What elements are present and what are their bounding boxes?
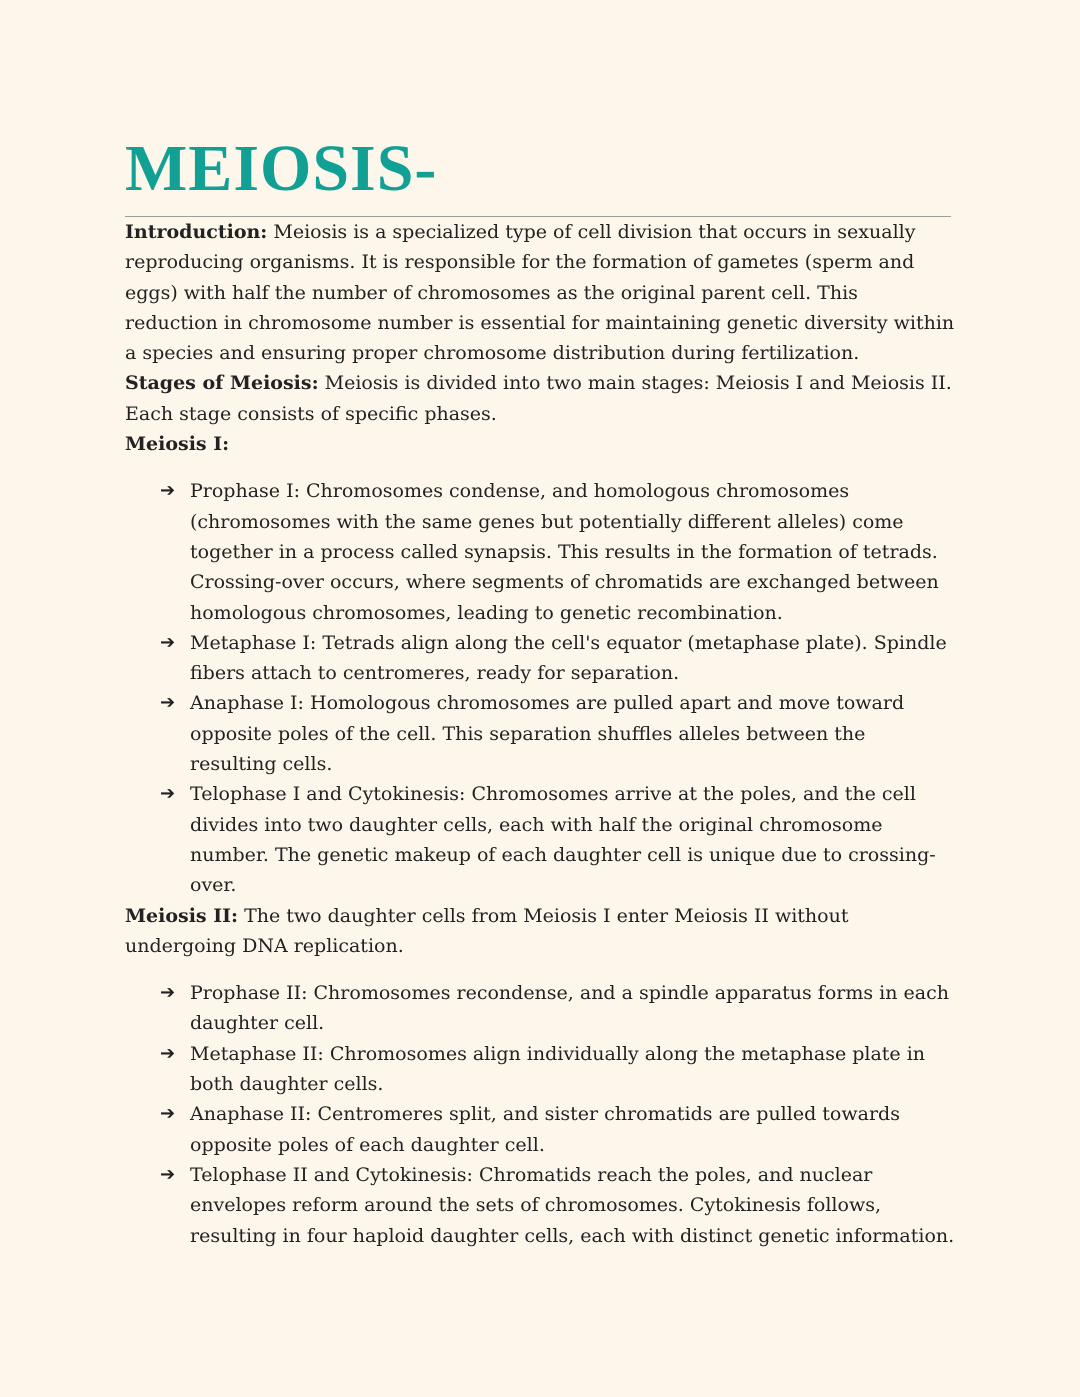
document-page [125, 130, 955, 1251]
list-item [160, 1039, 955, 1100]
list-item-text: Metaphase II: Chromosomes align individually along the metaphase plate in both daughter cells. [190, 1042, 926, 1096]
meiosis-1-heading [125, 429, 955, 459]
intro-label: Introduction: [125, 221, 268, 243]
list-item [160, 628, 955, 689]
list-item-text: Anaphase II: Centromeres split, and sister chromatids are pulled towards opposite poles of each daughter cell. [190, 1103, 900, 1156]
arrow-right-icon: ➔ [160, 631, 176, 653]
arrow-right-icon: ➔ [160, 1163, 176, 1185]
stages-text: Meiosis is divided into two main stages: Meiosis I and Meiosis II. Each stage consists of specific phases. [125, 372, 952, 425]
intro-paragraph [125, 217, 955, 368]
meiosis-2-list [125, 978, 955, 1251]
list-item-text: Prophase II: Chromosomes recondense, and a spindle apparatus forms in each daughter cell. [190, 982, 949, 1035]
list-item-text: Telophase I and Cytokinesis: Chromosomes arrive at the poles, and the cell divides into two daughter cells, each with half the original chromosome number. The genetic makeup of each daughter cell is unique due to crossing-over. [190, 783, 936, 897]
list-item [160, 779, 955, 900]
list-item [160, 1099, 955, 1160]
meiosis-2-paragraph [125, 901, 955, 962]
page-title: MEIOSIS- [125, 132, 438, 205]
list-item-text: Prophase I: Chromosomes condense, and homologous chromosomes (chromosomes with the same genes but potentially different alleles) come together in a process called synapsis. This results in the formation of tetrads. Crossing-over occurs, where segments of chromatids are exchanged between homologous chromosomes, leading to genetic recombination. [190, 480, 939, 624]
meiosis-1-list [125, 476, 955, 900]
list-item-text: Telophase II and Cytokinesis: Chromatids reach the poles, and nuclear envelopes reform around the sets of chromosomes. Cytokinesis follows, resulting in four haploid daughter cells, each with distinct genetic information. [190, 1163, 955, 1247]
arrow-right-icon: ➔ [160, 692, 176, 714]
list-item [160, 978, 955, 1039]
arrow-right-icon: ➔ [160, 982, 176, 1004]
meiosis-2-label: Meiosis II: [125, 904, 239, 927]
list-item [160, 476, 955, 627]
intro-text: Meiosis is a specialized type of cell division that occurs in sexually reproducing organisms. It is responsible for the formation of gametes (sperm and eggs) with half the number of chromosomes as the original parent cell. This reduction in chromosome number is essential for maintaining genetic diversity within a species and ensuring proper chromosome distribution during fertilization. [125, 221, 955, 365]
stages-paragraph [125, 368, 955, 429]
meiosis-1-label: Meiosis I: [125, 433, 230, 456]
arrow-right-icon: ➔ [160, 783, 176, 805]
list-item [160, 688, 955, 779]
stages-label: Stages of Meiosis: [125, 372, 319, 395]
meiosis-2-text: The two daughter cells from Meiosis I enter Meiosis II without undergoing DNA replication. [125, 904, 849, 957]
arrow-right-icon: ➔ [160, 1103, 176, 1125]
arrow-right-icon: ➔ [160, 1042, 176, 1064]
arrow-right-icon: ➔ [160, 480, 176, 502]
list-item-text: Metaphase I: Tetrads align along the cell's equator (metaphase plate). Spindle fibers attach to centromeres, ready for separation. [190, 631, 947, 685]
list-item [160, 1160, 955, 1251]
list-item-text: Anaphase I: Homologous chromosomes are pulled apart and move toward opposite poles of the cell. This separation shuffles alleles between the resulting cells. [190, 692, 905, 776]
